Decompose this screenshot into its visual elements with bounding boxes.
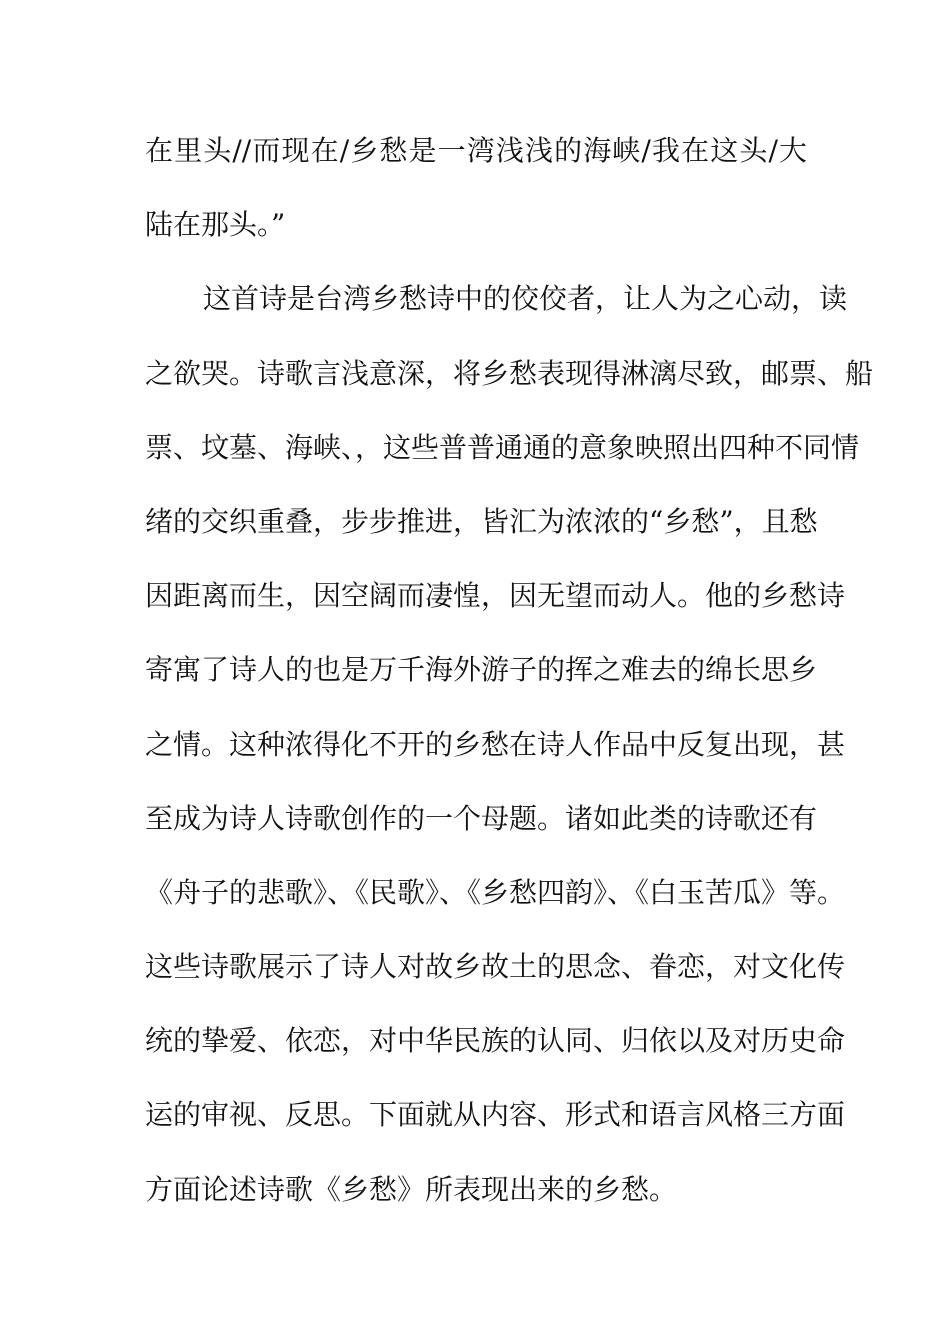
text-line: 因距离而生，因空阔而凄惶，因无望而动人。他的乡愁诗 <box>145 579 846 613</box>
text-line: 绪的交织重叠，步步推进，皆汇为浓浓的“乡愁”，且愁 <box>145 504 818 538</box>
text-line: 票、坟墓、海峡、，这些普普通通的意象映照出四种不同情 <box>145 430 860 464</box>
text-line: 之情。这种浓得化不开的乡愁在诗人作品中反复出现，甚 <box>145 727 846 761</box>
text-line: 陆在那头。” <box>145 208 286 242</box>
text-line: 在里头//而现在/乡愁是一湾浅浅的海峡/我在这头/大 <box>145 134 807 167</box>
paragraph-first-line: 这首诗是台湾乡愁诗中的佼佼者，让人为之心动，读 <box>203 282 848 316</box>
text-line: 《舟子的悲歌》、《民歌》、《乡愁四韵》、《白玉苦瓜》等。 <box>145 875 846 909</box>
text-line: 这些诗歌展示了诗人对故乡故土的思念、眷恋，对文化传 <box>145 950 846 984</box>
body-text <box>145 126 874 1239</box>
text-line: 方面论述诗歌《乡愁》所表现出来的乡愁。 <box>145 1172 678 1206</box>
text-line: 至成为诗人诗歌创作的一个母题。诸如此类的诗歌还有 <box>145 801 818 835</box>
text-line: 寄寓了诗人的也是万千海外游子的挥之难去的绵长思乡 <box>145 653 818 687</box>
text-line: 统的挚爱、依恋，对中华民族的认同、归依以及对历史命 <box>145 1024 846 1058</box>
text-line: 运的审视、反思。下面就从内容、形式和语言风格三方面 <box>145 1098 846 1132</box>
text-line: 之欲哭。诗歌言浅意深，将乡愁表现得淋漓尽致，邮票、船 <box>145 356 874 390</box>
